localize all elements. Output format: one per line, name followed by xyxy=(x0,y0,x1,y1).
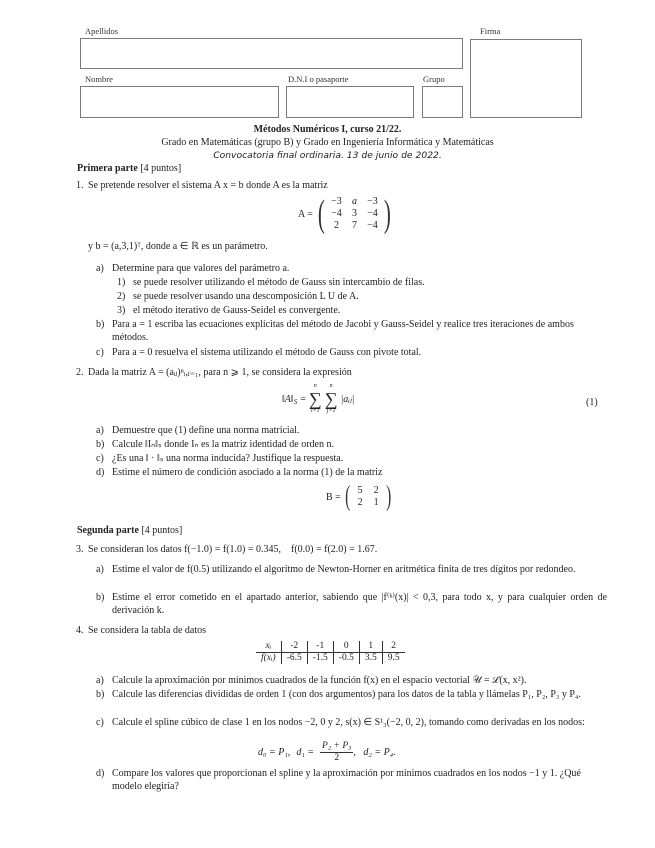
exam-title: Métodos Numéricos I, curso 21/22. xyxy=(253,124,402,135)
matrix-cell: 3 xyxy=(351,208,357,219)
matrix-cell: 2 xyxy=(333,220,339,231)
d1-fraction xyxy=(320,741,353,764)
dni-label: D.N.I o pasaporte xyxy=(288,74,349,84)
data-table xyxy=(256,641,405,664)
dni-field[interactable] xyxy=(286,86,414,118)
q4c-label: c) xyxy=(96,717,104,728)
part1-points: [4 puntos] xyxy=(140,163,182,174)
q4-number: 4. xyxy=(76,625,84,636)
sum-j: n ∑ j=1 xyxy=(324,383,338,414)
table-cell: 2 xyxy=(382,641,404,653)
matrix-cell: −4 xyxy=(331,208,342,219)
q2c-text: ¿Es una ‖ · ‖ₛ una norma inducida? Justifique la respuesta. xyxy=(112,453,344,464)
q2d-text: Estime el número de condición asociado a la norma (1) de la matriz xyxy=(112,467,383,478)
matrix-cell: 7 xyxy=(351,220,357,231)
part1-heading xyxy=(77,162,181,175)
right-paren: ) xyxy=(384,193,392,235)
nombre-field[interactable] xyxy=(80,86,279,118)
grupo-label: Grupo xyxy=(423,74,445,84)
table-row-fx xyxy=(256,653,405,665)
fraction-numerator: P₂ + P₃ xyxy=(322,741,352,751)
left-paren: ( xyxy=(317,193,325,235)
matrix-cell: a xyxy=(351,196,357,207)
matrix-cell: −3 xyxy=(367,196,378,207)
matrix-cell: 2 xyxy=(373,485,379,496)
q4c-formula xyxy=(258,741,396,764)
matrix-cell: −4 xyxy=(367,208,378,219)
row-label: xᵢ xyxy=(256,641,281,653)
q2a-label: a) xyxy=(96,425,104,436)
fraction-denominator: 2 xyxy=(334,753,340,763)
firma-field[interactable] xyxy=(470,39,582,118)
d1-lhs: d₁ = xyxy=(296,747,315,758)
q2a-text: Demuestre que (1) define una norma matricial. xyxy=(112,425,300,436)
q1a-label: a) xyxy=(96,263,104,274)
table-row-x xyxy=(256,641,405,653)
matrix-b-grid xyxy=(352,485,384,509)
matrix-cell: 2 xyxy=(357,497,363,508)
q1c-text: Para a = 0 resuelva el sistema utilizando el método de Gauss con pivote total. xyxy=(112,347,422,358)
q1a3-label: 3) xyxy=(117,305,126,316)
q1a2-label: 2) xyxy=(117,291,126,302)
q3b-text: Estime el error cometido en el apartado anterior, sabiendo que |f⁽ᵏ⁾(x)| < 0,3, para todo x, y para cualquier orden de derivación k. xyxy=(112,592,607,616)
matrix-cell: 1 xyxy=(373,497,379,508)
q4-intro: Se considera la tabla de datos xyxy=(88,625,207,636)
q2-matrix-b xyxy=(326,483,393,511)
right-paren: ) xyxy=(386,481,392,512)
equals-sign: = xyxy=(300,393,306,405)
d2-term: , d₂ = P₄. xyxy=(353,747,396,758)
part1-title: Primera parte xyxy=(77,163,138,174)
q2c-label: c) xyxy=(96,453,104,464)
norm-lhs: ‖A‖ xyxy=(282,393,294,405)
q4a-label: a) xyxy=(96,675,104,686)
part2-points: [4 puntos] xyxy=(141,525,183,536)
exam-convocatoria: Convocatoria final ordinaria. 13 de junio de 2022. xyxy=(213,150,442,161)
q2b-text: Calcule ‖Iₙ‖ₛ donde Iₙ es la matriz identidad de orden n. xyxy=(112,439,334,450)
q1-matrix xyxy=(298,195,394,233)
q2-intro: Dada la matriz A = (aᵢⱼ)ⁿᵢ,ⱼ₌₁, para n ⩾ 1, se considera la expresión xyxy=(88,367,352,378)
table-cell: 1 xyxy=(359,641,382,653)
table-cell: 3.5 xyxy=(359,653,382,665)
table-cell: -0.5 xyxy=(333,653,359,665)
q4b-text: Calcule las diferencias divididas de orden 1 (con dos argumentos) para los datos de la tabla y llámelas P₁, P₂, P₃ y P₄. xyxy=(112,689,581,700)
matrix-label: A = xyxy=(298,208,313,220)
grupo-field[interactable] xyxy=(422,86,463,118)
q1-intro: Se pretende resolver el sistema A x = b donde A es la matriz xyxy=(88,180,328,191)
row-label: f(xᵢ) xyxy=(261,653,276,663)
q1a1-text: se puede resolver utilizando el método de Gauss sin intercambio de filas. xyxy=(133,277,425,288)
nombre-label: Nombre xyxy=(85,74,113,84)
abs-term: |aᵢⱼ| xyxy=(340,393,355,405)
q1a3-text: el método iterativo de Gauss-Seidel es convergente. xyxy=(133,305,341,316)
q2b-label: b) xyxy=(96,439,105,450)
q4d-label: d) xyxy=(96,768,105,779)
apellidos-field[interactable] xyxy=(80,38,463,69)
q1a-text: Determine para que valores del parámetro a. xyxy=(112,263,290,274)
q3a-label: a) xyxy=(96,564,104,575)
q2-formula xyxy=(282,383,354,415)
q1a1-label: 1) xyxy=(117,277,126,288)
table-cell: -6.5 xyxy=(281,653,307,665)
table-cell: 0 xyxy=(333,641,359,653)
q4a-text: Calcule la aproximación por mínimos cuadrados de la función f(x) en el espacio vectorial 𝒰 = ℒ(x, x²). xyxy=(112,675,527,686)
part2-title: Segunda parte xyxy=(77,525,139,536)
q4b-label: b) xyxy=(96,689,105,700)
q1b-label: b) xyxy=(96,319,105,330)
table-cell: 9.5 xyxy=(382,653,404,665)
q2-number: 2. xyxy=(76,367,84,378)
apellidos-label: Apellidos xyxy=(85,26,119,36)
q3-number: 3. xyxy=(76,544,84,555)
eq-number: (1) xyxy=(586,397,598,408)
table-cell: -1.5 xyxy=(307,653,333,665)
q3-intro: Se consideran los datos f(−1.0) = f(1.0) = 0.345, f(0.0) = f(2.0) = 1.67. xyxy=(88,544,378,555)
matrix-cell: −4 xyxy=(367,220,378,231)
norm-subscript: S xyxy=(293,397,298,406)
q1a2-text: se puede resolver usando una descomposición L U de A. xyxy=(133,291,359,302)
table-cell: -1 xyxy=(307,641,333,653)
q4d-text: Compare los valores que proporcionan el spline y la aproximación por mínimos cuadrados en los nodos −1 y 1. ¿Qué modelo elegiría? xyxy=(112,768,581,792)
q3a-text: Estime el valor de f(0.5) utilizando el algoritmo de Newton-Horner en aritmética finita de tres dígitos por redondeo. xyxy=(112,564,576,575)
exam-subtitle: Grado en Matemáticas (grupo B) y Grado en Ingeniería Informática y Matemáticas xyxy=(161,137,494,148)
q1c-label: c) xyxy=(96,347,104,358)
matrix-cell: 5 xyxy=(357,485,363,496)
matrix-b-label: B = xyxy=(326,491,341,503)
q3b-label: b) xyxy=(96,592,105,603)
q4c-text: Calcule el spline cúbico de clase 1 en los nodos −2, 0 y 2, s(x) ∈ S¹₃(−2, 0, 2), tomando como derivadas en los nodos: xyxy=(112,717,585,728)
left-paren: ( xyxy=(344,481,351,512)
table-cell: -2 xyxy=(281,641,307,653)
q2d-label: d) xyxy=(96,467,105,478)
q1b-text: Para a = 1 escriba las ecuaciones explícitas del método de Jacobi y Gauss-Seidel y realice tres iteraciones de ambos métodos. xyxy=(112,319,574,343)
matrix-grid xyxy=(327,196,381,232)
d0-term: d₀ = P₁, xyxy=(258,747,291,758)
matrix-cell: −3 xyxy=(331,196,342,207)
q1-after: y b = (a,3,1)ᵀ, donde a ∈ ℝ es un parámetro. xyxy=(88,241,268,252)
q1-number: 1. xyxy=(76,180,84,191)
firma-label: Firma xyxy=(480,26,501,36)
sum-i: n ∑ i=1 xyxy=(308,383,322,414)
part2-heading xyxy=(77,524,182,537)
